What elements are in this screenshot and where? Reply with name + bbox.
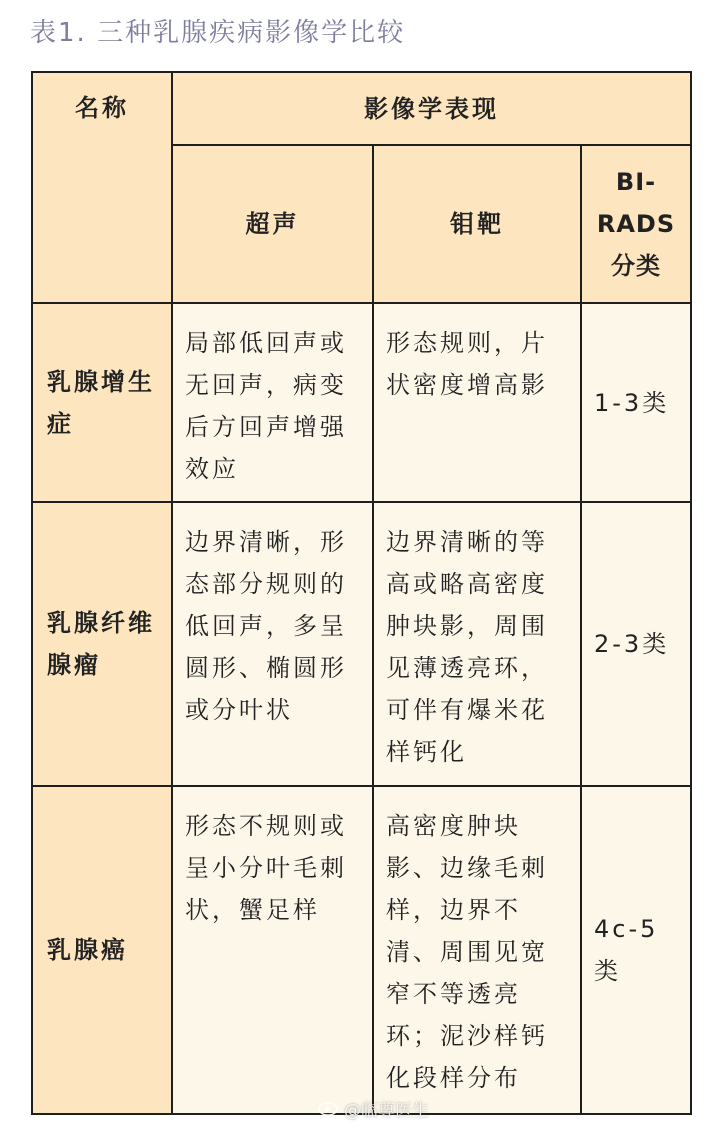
header-ultrasound: 超声 [172,145,373,303]
row-ultrasound-cell: 边界清晰，形态部分规则的低回声，多呈圆形、椭圆形或分叶状 [172,502,373,786]
row-birads-cell: 4c-5类 [581,786,691,1114]
table-row [32,786,691,1114]
row-name-cell: 乳腺纤维腺瘤 [32,502,172,786]
header-row-main [32,72,691,145]
weibo-icon [318,1098,340,1116]
row-birads-cell: 1-3类 [581,303,691,502]
row-mammography-cell: 高密度肿块影、边缘毛刺样，边界不清、周围见宽窄不等透亮环；泥沙样钙化段样分布 [373,786,581,1114]
table-row [32,303,691,502]
table-row [32,502,691,786]
watermark: @临尊医生 [344,1101,429,1121]
row-mammography-cell: 边界清晰的等高或略高密度肿块影，周围见薄透亮环，可伴有爆米花样钙化 [373,502,581,786]
header-name: 名称 [32,72,172,303]
row-mammography-cell: 形态规则，片状密度增高影 [373,303,581,502]
table-title: 表1. 三种乳腺疾病影像学比较 [30,18,406,48]
row-name-cell: 乳腺癌 [32,786,172,1114]
header-birads: BI-RADS分类 [581,145,691,303]
header-imaging: 影像学表现 [172,72,691,145]
row-birads-cell: 2-3类 [581,502,691,786]
row-name-cell: 乳腺增生症 [32,303,172,502]
comparison-table [31,71,692,1115]
header-mammography: 钼靶 [373,145,581,303]
row-ultrasound-cell: 形态不规则或呈小分叶毛刺状，蟹足样 [172,786,373,1114]
row-ultrasound-cell: 局部低回声或无回声，病变后方回声增强效应 [172,303,373,502]
